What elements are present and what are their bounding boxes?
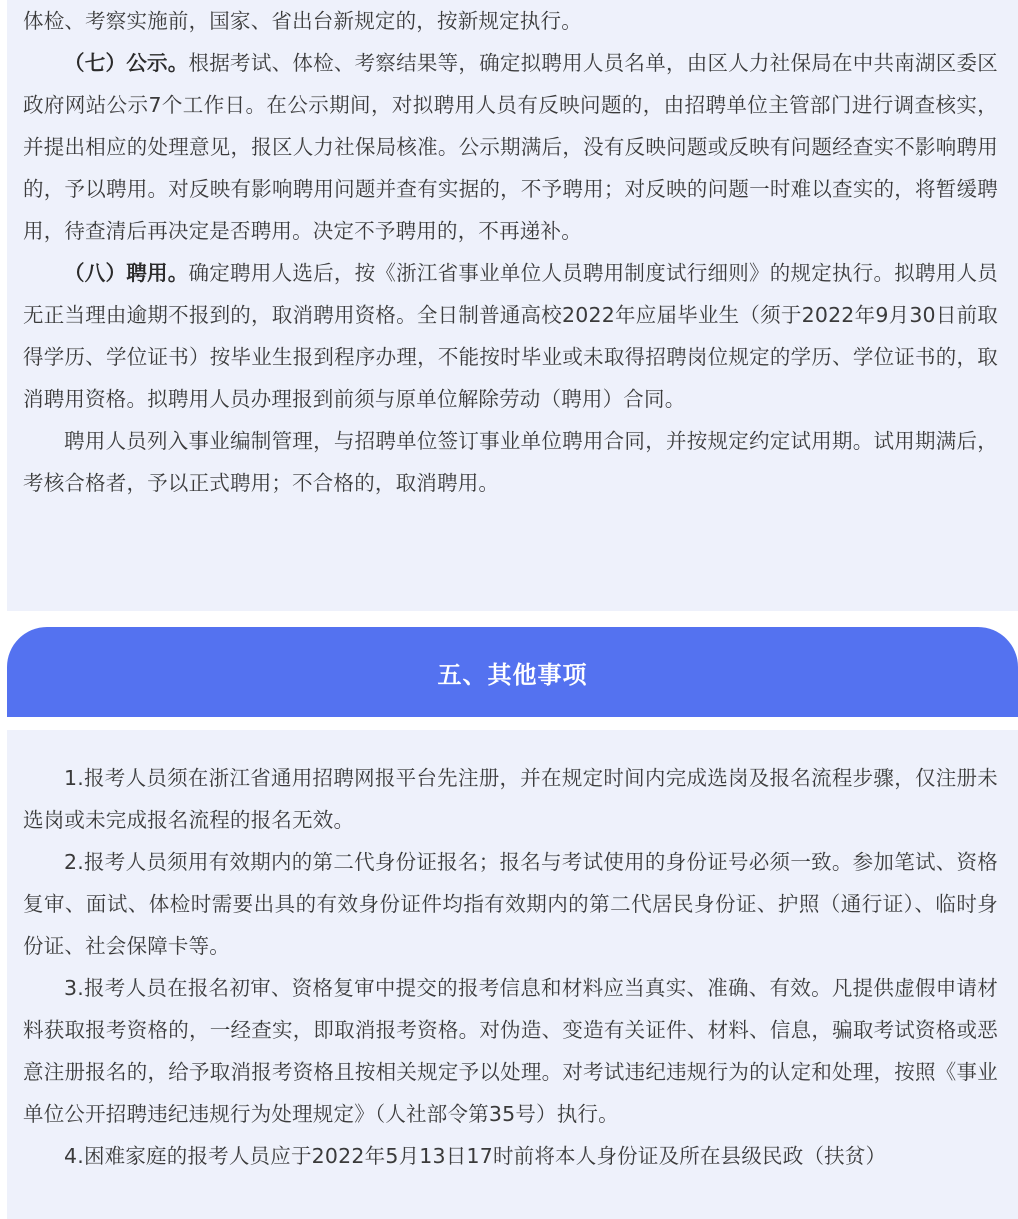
list-item-3: 3.报考人员在报名初审、资格复审中提交的报考信息和材料应当真实、准确、有效。凡提供虚假申请材料获取报考资格的，一经查实，即取消报考资格。对伪造、变造有关证件、材料、信息，骗取考试资格或恶意注册报名的，给予取消报考资格且按相关规定予以处理。对考试违纪违规行为的认定和处理，按照《事业单位公开招聘违纪违规行为处理规定》（人社部令第35号）执行。 bbox=[23, 976, 998, 1126]
paragraph-employment bbox=[23, 252, 998, 420]
publicity-body: 根据考试、体检、考察结果等，确定拟聘用人员名单，由区人力社保局在中共南湖区委区政府网站公示7个工作日。在公示期间，对拟聘用人员有反映问题的，由招聘单位主管部门进行调查核实，并提出相应的处理意见，报区人力社保局核准。公示期满后，没有反映问题或反映有问题经查实不影响聘用的，予以聘用。对反映有影响聘用问题并查有实据的，不予聘用；对反映的问题一时难以查实的，将暂缓聘用，待查清后再决定是否聘用。决定不予聘用的，不再递补。 bbox=[23, 51, 998, 243]
section-banner bbox=[7, 627, 1018, 717]
lower-text-block bbox=[23, 757, 998, 1177]
list-item-1: 1.报考人员须在浙江省通用招聘网报平台先注册，并在规定时间内完成选岗及报名流程步骤，仅注册未选岗或未完成报名流程的报名无效。 bbox=[23, 766, 998, 832]
list-item-2: 2.报考人员须用有效期内的第二代身份证报名；报名与考试使用的身份证号必须一致。参加笔试、资格复审、面试、体检时需要出具的有效身份证件均指有效期内的第二代居民身份证、护照（通行证）、临时身份证、社会保障卡等。 bbox=[23, 850, 998, 958]
list-item-4: 4.困难家庭的报考人员应于2022年5月13日17时前将本人身份证及所在县级民政（扶贫） bbox=[64, 1144, 887, 1168]
employment-body: 确定聘用人选后，按《浙江省事业单位人员聘用制度试行细则》的规定执行。拟聘用人员无正当理由逾期不报到的，取消聘用资格。全日制普通高校2022年应届毕业生（须于2022年9月30日前取得学历、学位证书）按毕业生报到程序办理，不能按时毕业或未取得招聘岗位规定的学历、学位证书的，取消聘用资格。拟聘用人员办理报到前须与原单位解除劳动（聘用）合同。 bbox=[23, 261, 998, 411]
paragraph-publicity bbox=[23, 42, 998, 252]
upper-text-block bbox=[23, 0, 998, 504]
publicity-heading: （七）公示。 bbox=[64, 51, 189, 75]
employment-heading: （八）聘用。 bbox=[64, 261, 189, 285]
paragraph-continuation: 体检、考察实施前，国家、省出台新规定的，按新规定执行。 bbox=[23, 9, 582, 33]
paragraph-contract: 聘用人员列入事业编制管理，与招聘单位签订事业单位聘用合同，并按规定约定试用期。试用期满后，考核合格者，予以正式聘用；不合格的，取消聘用。 bbox=[23, 429, 998, 495]
section-title: 五、其他事项 bbox=[437, 660, 588, 689]
